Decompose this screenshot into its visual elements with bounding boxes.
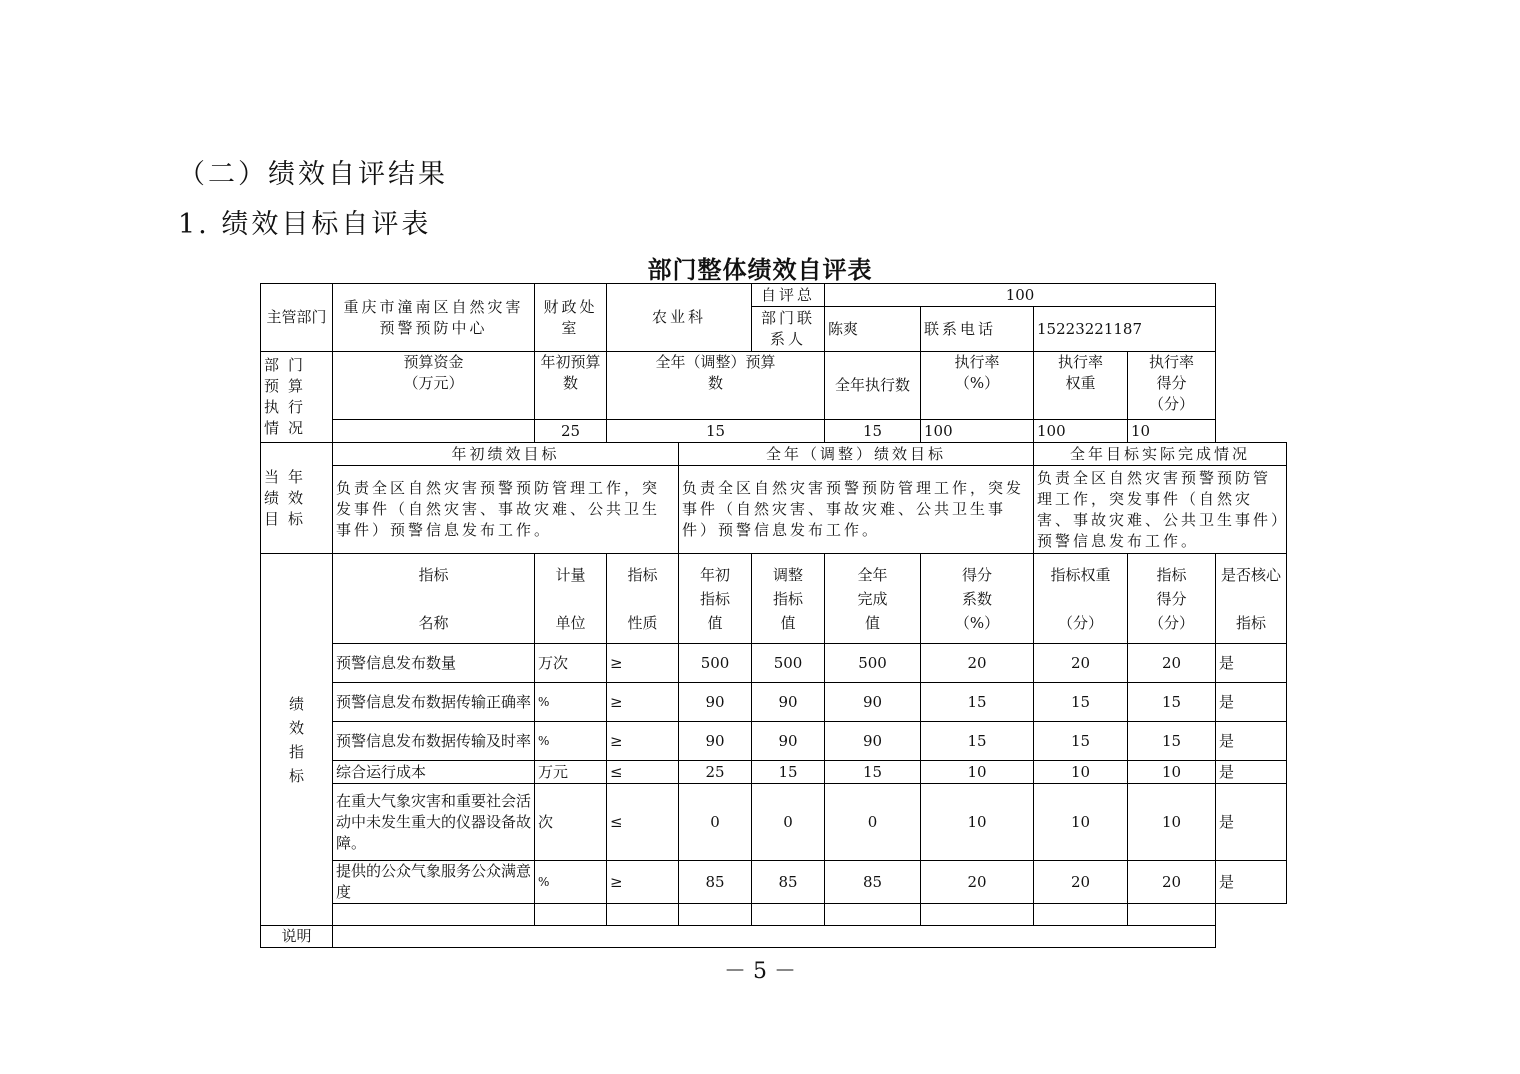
indicator-weight-cell [1034,761,1128,784]
indicator-unit: % [538,874,550,889]
budget-label: 部门预算执行情况 [264,356,313,437]
adjusted-goal-header: 全年（调整）绩效目标 [766,444,947,463]
indicator-initial: 90 [705,731,725,750]
note-value-cell [333,926,1216,948]
indicator-name-cell [333,722,535,761]
indicator-initial: 90 [705,692,725,711]
indicator-score: 15 [1161,731,1182,750]
initial-header-3: 值 [707,613,723,632]
adjusted-header-2: 指标 [773,589,804,608]
table-row-empty [261,904,1287,926]
indicator-initial: 25 [705,762,725,781]
section-heading: （二）绩效自评结果 [178,159,448,190]
indicator-nature: ≤ [610,812,623,831]
indicator-weight: 20 [1070,872,1091,891]
indicator-adjusted-cell [752,644,825,683]
contact-value: 陈爽 [828,319,859,338]
indicator-completed-cell [825,861,921,904]
indicator-adjusted: 500 [773,653,803,672]
indicator-nature: ≥ [610,872,623,891]
core-header-1: 是否核心 [1221,565,1282,584]
adjusted-goal-header-cell [679,443,1034,466]
indicator-name: 预警信息发布数量 [336,653,457,672]
indicator-name: 提供的公众气象服务公众满意度 [336,862,532,901]
weight-value: 100 [1037,421,1066,440]
indicator-weight-cell [1034,861,1128,904]
office-value: 农业科 [652,308,707,326]
indicator-core-cell [1216,722,1287,761]
indicator-coef: 20 [967,872,987,891]
indicator-core-cell [1216,683,1287,722]
name-header-cell [333,554,535,644]
indicator-core: 是 [1219,812,1235,831]
core-header-cell [1216,554,1287,644]
indicator-unit-cell [535,644,607,683]
indicator-unit-cell [535,761,607,784]
indicator-core: 是 [1219,872,1235,891]
score-header-3: （分） [1149,613,1195,632]
initial-budget-cell [535,420,607,443]
office-label: 财政处室 [543,297,598,337]
score-value-cell [825,284,1216,307]
indicator-core: 是 [1219,731,1235,750]
performance-evaluation-table [260,283,1287,948]
budget-score-label-cell [1128,352,1216,420]
indicator-score-cell [1128,761,1216,784]
indicator-unit: 万元 [538,762,569,781]
indicator-coef: 10 [967,762,987,781]
indicator-score: 20 [1161,872,1182,891]
fund-label: 预算资金（万元） [403,353,464,392]
indicator-coef-cell [921,644,1034,683]
indicator-name-cell [333,644,535,683]
indicator-coef-cell [921,761,1034,784]
indicator-completed: 0 [867,812,878,831]
rate-cell [921,420,1034,443]
indicator-weight: 20 [1070,653,1091,672]
indicator-completed-cell [825,683,921,722]
indicator-adjusted-cell [752,722,825,761]
indicator-weight: 10 [1070,812,1091,831]
unit-header-cell [535,554,607,644]
indicator-adjusted-cell [752,761,825,784]
indicator-adjusted-cell [752,683,825,722]
indicator-coef-cell [921,683,1034,722]
indicator-score-cell [1128,784,1216,861]
table-row [261,644,1287,683]
office-value-cell [607,284,752,352]
indicator-adjusted-cell [752,861,825,904]
indicator-score: 10 [1161,812,1182,831]
indicator-weight: 15 [1070,692,1091,711]
indicator-name-cell [333,683,535,722]
indicator-coef: 20 [967,653,987,672]
weight-header-2: （分） [1058,613,1104,632]
indicator-score: 15 [1161,692,1182,711]
adjusted-header-3: 值 [780,613,796,632]
indicator-score-cell [1128,722,1216,761]
indicator-completed: 90 [862,692,883,711]
indicator-nature-cell [607,761,679,784]
score-label-cell [752,284,825,307]
unit-header-1: 计量 [555,565,586,584]
table-title: 部门整体绩效自评表 [647,255,873,284]
indicator-weight-cell [1034,784,1128,861]
indicator-completed: 90 [862,731,883,750]
indicator-weight-cell [1034,722,1128,761]
weight-label: 执行率权重 [1058,353,1104,392]
completed-header-1: 全年 [857,565,888,584]
office-label-cell [535,284,607,352]
indicator-score: 10 [1161,762,1182,781]
indicator-name-cell [333,784,535,861]
indicator-adjusted: 0 [783,812,793,831]
completed-header-3: 值 [865,613,881,632]
indicator-score-cell [1128,861,1216,904]
indicator-coef-cell [921,722,1034,761]
indicator-adjusted: 85 [778,872,798,891]
note-label: 说明 [281,927,312,945]
indicator-weight: 15 [1070,731,1091,750]
dept-label: 主管部门 [266,308,327,326]
indicator-name-cell [333,861,535,904]
indicator-initial-cell [679,784,752,861]
indicator-completed-cell [825,784,921,861]
completed-header-2: 完成 [857,589,888,608]
indicator-core-cell [1216,761,1287,784]
indicators-label-cell [261,554,333,926]
executed-label: 全年执行数 [835,376,911,394]
adjusted-goal-text-cell [679,466,1034,554]
table-row [261,784,1287,861]
indicator-unit: 次 [538,812,554,831]
indicator-name-cell [333,761,535,784]
score-header-cell [1128,554,1216,644]
adjusted-budget-value: 15 [705,421,726,440]
indicators-label: 绩效指标 [289,694,305,785]
indicator-nature-cell [607,722,679,761]
indicator-initial-cell [679,861,752,904]
initial-budget-value: 25 [560,421,581,440]
core-header-2: 指标 [1236,613,1267,632]
initial-header-1: 年初 [700,565,731,584]
name-header-1: 指标 [418,565,449,584]
indicator-completed: 85 [862,872,883,891]
page-number: － 5 － [724,959,796,984]
initial-header-cell [679,554,752,644]
indicator-name: 预警信息发布数据传输正确率 [336,692,532,711]
executed-label-cell [825,352,921,420]
contact-value-cell [825,307,921,352]
weight-header-1: 指标权重 [1050,565,1111,584]
adjusted-header-1: 调整 [773,565,804,584]
unit-header-2: 单位 [555,613,586,632]
adjusted-header-cell [752,554,825,644]
indicator-core-cell [1216,644,1287,683]
table-row [261,722,1287,761]
table-row [261,683,1287,722]
rate-label: 执行率（%） [954,353,1000,392]
indicator-initial-cell [679,761,752,784]
dept-value-cell [333,284,535,352]
indicator-coef: 10 [967,812,987,831]
rate-label-cell [921,352,1034,420]
indicator-adjusted: 90 [778,692,798,711]
adjusted-budget-label: 全年（调整）预算数 [655,353,776,392]
initial-goal-text: 负责全区自然灾害预警预防管理工作，突发事件（自然灾害、事故灾难、公共卫生事件）预警信息发布工作。 [336,479,661,539]
score-label: 自评总 [761,285,816,304]
indicator-weight-cell [1034,644,1128,683]
contact-label: 部门联系人 [761,309,816,348]
actual-goal-text: 负责全区自然灾害预警预防管理工作，突发事件（自然灾害、事故灾难、公共卫生事件）预警信息发布工作。 [1037,468,1282,550]
initial-goal-text-cell [333,466,679,554]
indicator-nature: ≤ [610,762,623,781]
indicator-name: 预警信息发布数据传输及时率 [336,731,532,750]
initial-goal-header: 年初绩效目标 [451,444,560,463]
indicator-score-cell [1128,644,1216,683]
indicator-unit: 万次 [538,653,569,672]
contact-label-cell [752,307,825,352]
name-header-2: 名称 [418,613,449,632]
fund-label-cell [333,352,535,420]
indicator-adjusted: 90 [778,731,798,750]
indicator-core-cell [1216,861,1287,904]
phone-value-cell [1034,307,1216,352]
subsection-heading: 1. 绩效目标自评表 [178,209,432,240]
weight-cell [1034,420,1128,443]
indicator-weight-cell [1034,683,1128,722]
indicator-completed-cell [825,644,921,683]
indicator-initial: 85 [705,872,725,891]
adjusted-budget-label-cell [607,352,825,420]
coef-header-3: （%） [954,613,1000,632]
indicator-unit-cell [535,861,607,904]
goals-label: 当年绩效目标 [264,467,313,528]
indicator-coef: 15 [967,692,987,711]
score-value: 100 [1005,285,1035,304]
dept-value: 重庆市潼南区自然灾害预警预防中心 [343,297,524,337]
note-label-cell [261,926,333,948]
weight-header-cell [1034,554,1128,644]
indicator-initial: 500 [700,653,730,672]
table-row [261,761,1287,784]
goals-label-cell [261,443,333,554]
indicator-nature: ≥ [610,692,623,711]
indicator-name: 在重大气象灾害和重要社会活动中未发生重大的仪器设备故障。 [336,791,532,852]
indicator-unit: % [538,694,550,709]
indicator-nature-cell [607,784,679,861]
adjusted-budget-cell [607,420,825,443]
indicator-coef-cell [921,861,1034,904]
indicator-adjusted-cell [752,784,825,861]
indicator-nature-cell [607,683,679,722]
executed-cell [825,420,921,443]
phone-label: 联系电话 [924,319,997,338]
rate-value: 100 [924,421,953,440]
nature-header-2: 性质 [627,613,658,632]
indicator-score-cell [1128,683,1216,722]
indicator-completed: 15 [862,762,883,781]
actual-goal-header: 全年目标实际完成情况 [1070,444,1251,463]
budget-score-cell [1128,420,1216,443]
indicator-core: 是 [1219,692,1235,711]
executed-value: 15 [862,421,883,440]
indicator-initial: 0 [710,812,720,831]
actual-goal-text-cell [1034,466,1287,554]
initial-budget-label-cell [535,352,607,420]
indicator-unit-cell [535,683,607,722]
budget-score-label: 执行率得分（分） [1149,353,1195,413]
indicator-initial-cell [679,683,752,722]
indicator-unit-cell [535,784,607,861]
indicator-nature: ≥ [610,653,623,672]
score-header-1: 指标 [1156,565,1187,584]
indicator-name: 综合运行成本 [336,762,427,781]
indicator-initial-cell [679,644,752,683]
initial-goal-header-cell [333,443,679,466]
indicator-unit-cell [535,722,607,761]
indicator-completed-cell [825,722,921,761]
dept-label-cell [261,284,333,352]
score-header-2: 得分 [1156,589,1187,608]
indicator-coef: 15 [967,731,987,750]
indicator-completed: 500 [858,653,887,672]
coef-header-2: 系数 [962,589,993,608]
indicator-nature-cell [607,644,679,683]
indicator-core: 是 [1219,762,1235,781]
adjusted-goal-text: 负责全区自然灾害预警预防管理工作，突发事件（自然灾害、事故灾难、公共卫生事件）预警信息发布工作。 [682,479,1025,539]
indicator-unit: % [538,733,550,748]
initial-header-2: 指标 [700,589,731,608]
nature-header-1: 指标 [627,565,658,584]
fund-empty-cell [333,420,535,443]
indicator-completed-cell [825,761,921,784]
budget-label-cell [261,352,333,443]
phone-value: 15223221187 [1037,319,1142,338]
phone-label-cell [921,307,1034,352]
table-row [261,861,1287,904]
coef-header-1: 得分 [962,565,993,584]
indicator-initial-cell [679,722,752,761]
indicator-core-cell [1216,784,1287,861]
indicator-score: 20 [1161,653,1182,672]
indicator-weight: 10 [1070,762,1091,781]
completed-header-cell [825,554,921,644]
indicator-nature: ≥ [610,731,623,750]
budget-score-value: 10 [1131,421,1151,440]
indicator-coef-cell [921,784,1034,861]
initial-budget-label: 年初预算数 [540,353,601,392]
indicator-adjusted: 15 [778,762,798,781]
indicator-nature-cell [607,861,679,904]
nature-header-cell [607,554,679,644]
indicator-core: 是 [1219,653,1235,672]
coef-header-cell [921,554,1034,644]
actual-goal-header-cell [1034,443,1287,466]
weight-label-cell [1034,352,1128,420]
